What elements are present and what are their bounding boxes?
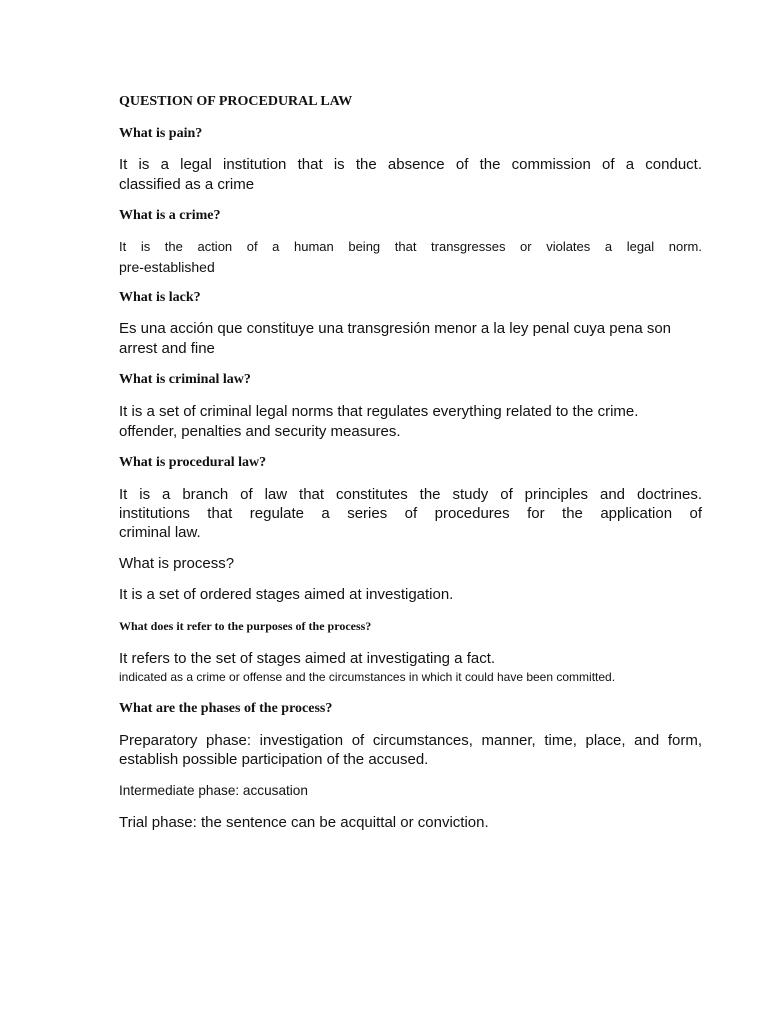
answer-line: criminal law. — [119, 524, 201, 541]
answer-line: arrest and fine — [119, 340, 215, 357]
question-heading: What are the phases of the process? — [119, 701, 333, 716]
answer-line: It is a set of ordered stages aimed at investigation. — [119, 586, 454, 603]
document-title: QUESTION OF PROCEDURAL LAW — [119, 94, 353, 109]
question-heading: What is a crime? — [119, 208, 221, 223]
question-heading: What is pain? — [119, 126, 203, 141]
question-heading: What is process? — [119, 555, 235, 572]
answer-line: It is a legal institution that is the absence of the commission of a conduct. — [119, 156, 702, 173]
answer-line: Es una acción que constituye una transgresión menor a la ley penal cuya pena son — [119, 320, 672, 337]
answer-line: establish possible participation of the accused. — [119, 751, 429, 768]
answer-line: indicated as a crime or offense and the circumstances in which it could have been committed. — [119, 670, 616, 684]
question-heading: What is lack? — [119, 290, 201, 305]
answer-line: Preparatory phase: investigation of circumstances, manner, time, place, and form, — [119, 732, 702, 749]
answer-line: It refers to the set of stages aimed at investigating a fact. — [119, 650, 496, 667]
answer-line: institutions that regulate a series of procedures for the application of — [119, 505, 702, 522]
answer-line: It is a branch of law that constitutes the study of principles and doctrines. — [119, 486, 702, 503]
question-heading: What is criminal law? — [119, 372, 251, 387]
answer-line: It is a set of criminal legal norms that regulates everything related to the crime. — [119, 403, 639, 420]
answer-line: Intermediate phase: accusation — [119, 783, 308, 798]
question-heading: What is procedural law? — [119, 455, 267, 470]
answer-line: pre-established — [119, 259, 215, 275]
answer-line: offender, penalties and security measures. — [119, 423, 401, 440]
question-heading: What does it refer to the purposes of the process? — [119, 619, 372, 633]
answer-line: Trial phase: the sentence can be acquittal or conviction. — [119, 814, 489, 831]
answer-line: It is the action of a human being that transgresses or violates a legal norm. — [119, 239, 702, 254]
answer-line: classified as a crime — [119, 176, 255, 193]
